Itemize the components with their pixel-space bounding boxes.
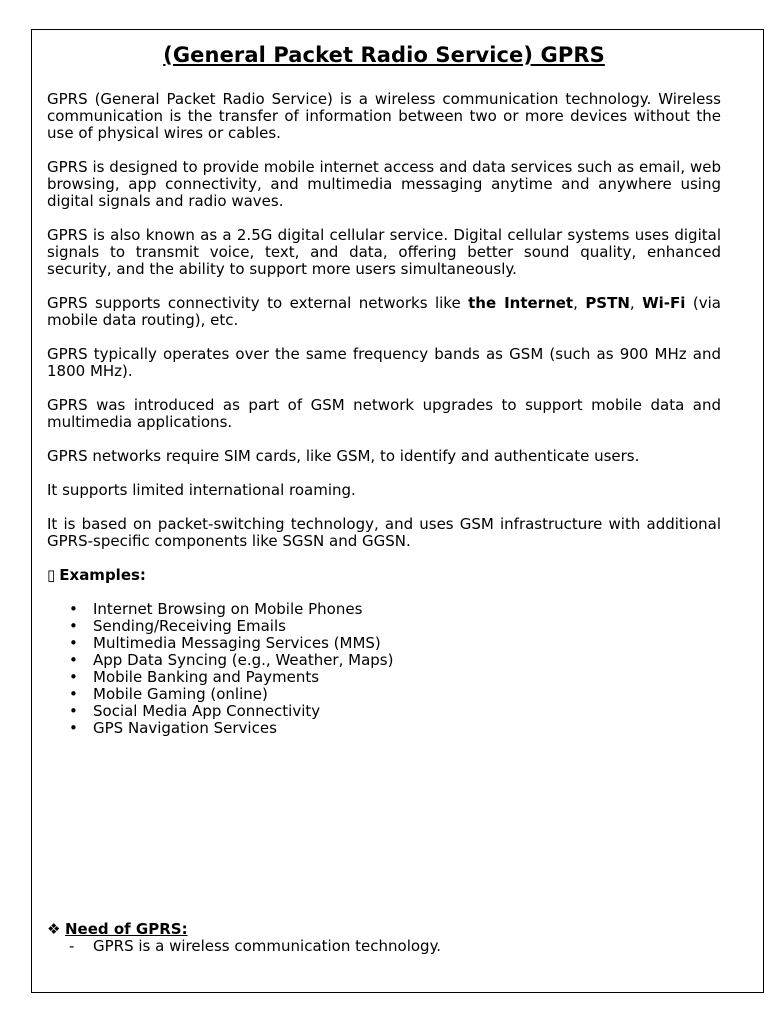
- list-item-label: Mobile Gaming (online): [93, 685, 268, 703]
- list-item: [47, 703, 721, 720]
- list-item: [47, 618, 721, 635]
- list-item-label: Social Media App Connectivity: [93, 702, 321, 720]
- bullet-icon: •: [69, 651, 78, 669]
- document-body: [47, 40, 721, 737]
- list-item: [47, 669, 721, 686]
- list-item: [47, 652, 721, 669]
- term-wifi: Wi-Fi: [642, 294, 686, 312]
- bullet-icon: •: [69, 685, 78, 703]
- need-heading: [47, 921, 721, 938]
- bullet-icon: •: [69, 634, 78, 652]
- list-item-label: Multimedia Messaging Services (MMS): [93, 634, 381, 652]
- term-internet: the Internet: [468, 294, 574, 312]
- list-item: [47, 635, 721, 652]
- need-list-item: [47, 938, 721, 955]
- bullet-icon: •: [69, 702, 78, 720]
- need-section: [47, 921, 721, 955]
- missing-glyph-icon: ▯: [47, 566, 56, 584]
- bullet-icon: •: [69, 617, 78, 635]
- list-item-label: Mobile Banking and Payments: [93, 668, 320, 686]
- diamond-bullet-icon: ❖: [47, 920, 61, 938]
- examples-list: [47, 601, 721, 737]
- list-item-label: GPS Navigation Services: [93, 719, 277, 737]
- paragraph-sim: GPRS networks require SIM cards, like GSM, to identify and authenticate users.: [47, 447, 640, 465]
- list-item: [47, 686, 721, 703]
- bullet-icon: •: [69, 719, 78, 737]
- paragraph-connectivity: [47, 295, 721, 329]
- examples-heading-label: Examples:: [59, 566, 146, 584]
- paragraph-purpose: GPRS is designed to provide mobile internet access and data services such as email, web browsing, app connectivity, and multimedia messaging anytime and anywhere using digital signals and radio waves.: [47, 158, 721, 210]
- paragraph-introduction: GPRS was introduced as part of GSM network upgrades to support mobile data and multimedia applications.: [47, 396, 721, 431]
- paragraph-frequency: GPRS typically operates over the same frequency bands as GSM (such as 900 MHz and 1800 MHz).: [47, 345, 721, 380]
- dash-bullet: -: [69, 937, 75, 955]
- connectivity-suffix: (via mobile data routing), etc.: [47, 294, 721, 329]
- page-title: (General Packet Radio Service) GPRS: [163, 43, 605, 67]
- paragraph-roaming: It supports limited international roaming.: [47, 481, 356, 499]
- connectivity-prefix: GPRS supports connectivity to external networks like: [47, 294, 469, 312]
- list-item: [47, 720, 721, 737]
- examples-heading: [47, 567, 721, 584]
- term-pstn: PSTN: [585, 294, 630, 312]
- list-item: [47, 601, 721, 618]
- paragraph-packet-switching: It is based on packet-switching technology, and uses GSM infrastructure with additional GPRS-specific components like SGSN and GGSN.: [47, 515, 721, 550]
- need-heading-label: Need of GPRS:: [65, 920, 188, 938]
- bullet-icon: •: [69, 668, 78, 686]
- separator: ,: [629, 294, 643, 312]
- paragraph-definition: GPRS (General Packet Radio Service) is a wireless communication technology. Wireless communication is the transfer of information between two or more devices without the use of physical wires or cables.: [47, 90, 721, 142]
- need-item-label: GPRS is a wireless communication technology.: [93, 937, 442, 955]
- list-item-label: App Data Syncing (e.g., Weather, Maps): [93, 651, 394, 669]
- separator: ,: [573, 294, 586, 312]
- list-item-label: Sending/Receiving Emails: [93, 617, 286, 635]
- paragraph-2-5g: GPRS is also known as a 2.5G digital cellular service. Digital cellular systems uses digital signals to transmit voice, text, and data, offering better sound quality, enhanced security, and the ability to support more users simultaneously.: [47, 226, 721, 278]
- bullet-icon: •: [69, 600, 78, 618]
- list-item-label: Internet Browsing on Mobile Phones: [93, 600, 363, 618]
